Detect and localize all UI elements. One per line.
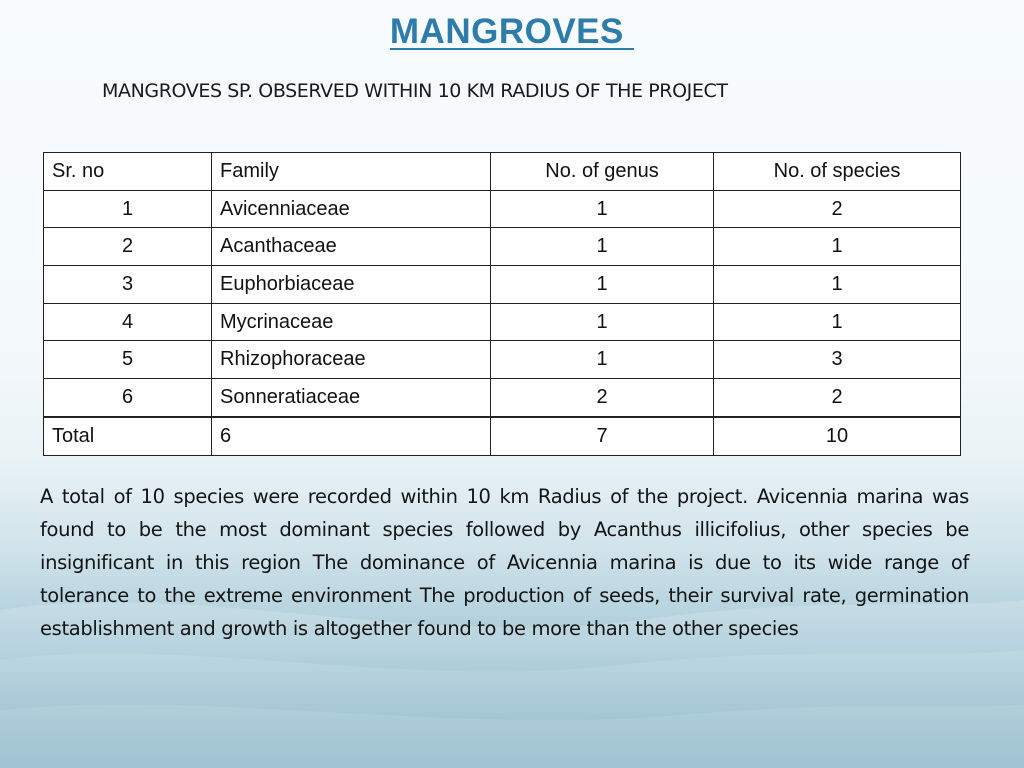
table-total-row — [44, 417, 961, 455]
cell-species: 3 — [714, 341, 961, 379]
cell-sr-no: 6 — [44, 379, 212, 417]
table-row — [44, 303, 961, 341]
header-family: Family — [212, 153, 491, 191]
cell-sr-no: 3 — [44, 266, 212, 304]
cell-sr-no: 2 — [44, 228, 212, 266]
cell-genus: 1 — [491, 341, 714, 379]
total-label: Total — [44, 417, 212, 455]
table-row — [44, 228, 961, 266]
slide-title-text: MANGROVES — [389, 12, 635, 51]
cell-genus: 1 — [491, 303, 714, 341]
slide-title — [0, 12, 1024, 52]
total-genus: 7 — [491, 417, 714, 455]
cell-species: 1 — [714, 303, 961, 341]
mangrove-species-table — [43, 152, 961, 456]
cell-family: Euphorbiaceae — [212, 266, 491, 304]
cell-sr-no: 4 — [44, 303, 212, 341]
cell-genus: 1 — [491, 190, 714, 228]
cell-species: 2 — [714, 379, 961, 417]
table-row — [44, 341, 961, 379]
cell-family: Acanthaceae — [212, 228, 491, 266]
summary-paragraph: A total of 10 species were recorded within 10 km Radius of the project. Avicennia marina was found to be the most dominant species followed by Acanthus illicifolius, other species be insignificant in this region The dominance of Avicennia marina is due to its wide range of tolerance to the extreme environment The production of seeds, their survival rate, germination establishment and growth is altogether found to be more than the other species — [40, 485, 969, 640]
cell-family: Mycrinaceae — [212, 303, 491, 341]
total-species: 10 — [714, 417, 961, 455]
cell-species: 2 — [714, 190, 961, 228]
cell-sr-no: 5 — [44, 341, 212, 379]
total-family: 6 — [212, 417, 491, 455]
header-sr-no: Sr. no — [44, 153, 212, 191]
table-row — [44, 266, 961, 304]
table-header-row — [44, 153, 961, 191]
cell-sr-no: 1 — [44, 190, 212, 228]
cell-genus: 2 — [491, 379, 714, 417]
cell-family: Sonneratiaceae — [212, 379, 491, 417]
header-no-of-genus: No. of genus — [491, 153, 714, 191]
table-row — [44, 190, 961, 228]
cell-family: Avicenniaceae — [212, 190, 491, 228]
cell-genus: 1 — [491, 266, 714, 304]
cell-species: 1 — [714, 266, 961, 304]
cell-family: Rhizophoraceae — [212, 341, 491, 379]
cell-genus: 1 — [491, 228, 714, 266]
slide-subtitle: MANGROVES SP. OBSERVED WITHIN 10 KM RADIUS OF THE PROJECT — [102, 80, 728, 102]
table-row — [44, 379, 961, 417]
cell-species: 1 — [714, 228, 961, 266]
header-no-of-species: No. of species — [714, 153, 961, 191]
